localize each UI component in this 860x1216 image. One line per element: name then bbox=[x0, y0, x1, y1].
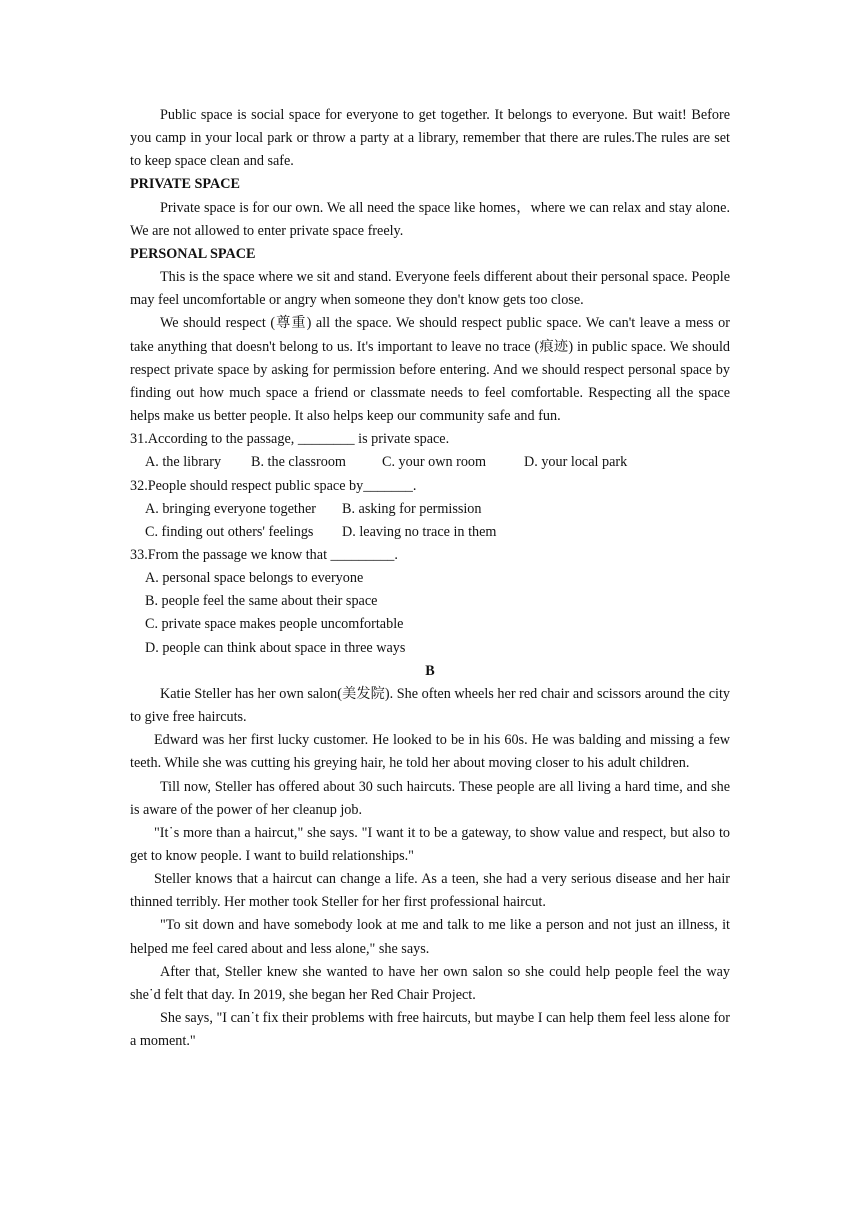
passage-b-paragraph-6: "To sit down and have somebody look at me and talk to me like a person and not just an illness, it helped me feel cared about and less alone," she says. bbox=[130, 917, 730, 957]
passage-b-paragraph-3: Till now, Steller has offered about 30 such haircuts. These people are all living a hard time, and she is aware of the power of her cleanup job. bbox=[130, 778, 730, 818]
option-c: C. your own room bbox=[382, 454, 487, 471]
question-32-options-row1 bbox=[130, 498, 730, 521]
passage-b-paragraph-5: Steller knows that a haircut can change a life. As a teen, she had a very serious disease and her hair thinned terribly. Her mother took Steller for her first professional haircut. bbox=[130, 871, 730, 911]
private-space-heading: PRIVATE SPACE bbox=[130, 176, 240, 193]
document-page bbox=[130, 104, 730, 1053]
option-c: C. finding out others' feelings bbox=[145, 523, 314, 540]
section-b-label: B bbox=[425, 662, 435, 679]
intro-paragraph: Public space is social space for everyone to get together. It belongs to everyone. But wait! Before you camp in your local park or throw a party at a library, remember that there are rules.The rules are set to keep space clean and safe. bbox=[130, 107, 730, 170]
respect-paragraph: We should respect (尊重) all the space. We should respect public space. We can't leave a mess or take anything that doesn't belong to us. It's important to leave no trace (痕迹) in public space. We should respect private space by asking for permission before entering. And we should respect personal space by finding out how much space a friend or classmate needs to feel comfortable. Respecting all the space helps make us better people. It also helps keep our community safe and fun. bbox=[130, 315, 730, 425]
option-b: B. asking for permission bbox=[342, 500, 482, 517]
option-d: D. leaving no trace in them bbox=[342, 523, 497, 540]
passage-b-paragraph-4: "It˙s more than a haircut," she says. "I want it to be a gateway, to show value and respect, but also to get to know people. I want to build relationships." bbox=[130, 824, 730, 864]
option-a: A. the library bbox=[145, 454, 222, 471]
private-space-paragraph: Private space is for our own. We all need the space like homes，where we can relax and stay alone. We are not allowed to enter private space freely. bbox=[130, 199, 730, 239]
question-32: 32.People should respect public space by_______. bbox=[130, 477, 417, 494]
question-33: 33.From the passage we know that _________. bbox=[130, 546, 398, 563]
question-33-option-d: D. people can think about space in three ways bbox=[145, 639, 406, 656]
question-33-option-c: C. private space makes people uncomfortable bbox=[145, 616, 404, 633]
passage-b-paragraph-8: She says, "I can˙t fix their problems with free haircuts, but maybe I can help them feel less alone for a moment." bbox=[130, 1010, 730, 1050]
option-a: A. bringing everyone together bbox=[145, 500, 316, 517]
personal-space-heading: PERSONAL SPACE bbox=[130, 245, 256, 262]
question-33-option-a: A. personal space belongs to everyone bbox=[145, 570, 364, 587]
personal-space-paragraph: This is the space where we sit and stand. Everyone feels different about their personal space. People may feel uncomfortable or angry when someone they don't know gets too close. bbox=[130, 269, 730, 309]
option-d: D. your local park bbox=[524, 454, 628, 471]
passage-b-paragraph-7: After that, Steller knew she wanted to have her own salon so she could help people feel the way she˙d felt that day. In 2019, she began her Red Chair Project. bbox=[130, 963, 730, 1003]
option-b: B. the classroom bbox=[251, 454, 346, 471]
question-31-options bbox=[130, 451, 730, 474]
passage-b-paragraph-1: Katie Steller has her own salon(美发院). She often wheels her red chair and scissors around the city to give free haircuts. bbox=[130, 685, 730, 726]
passage-b-paragraph-2: Edward was her first lucky customer. He looked to be in his 60s. He was balding and missing a few teeth. While she was cutting his greying hair, he told her about moving closer to his adult children. bbox=[130, 732, 730, 772]
question-31: 31.According to the passage, ________ is private space. bbox=[130, 431, 450, 448]
question-33-option-b: B. people feel the same about their space bbox=[145, 593, 378, 610]
question-32-options-row2 bbox=[130, 521, 730, 544]
